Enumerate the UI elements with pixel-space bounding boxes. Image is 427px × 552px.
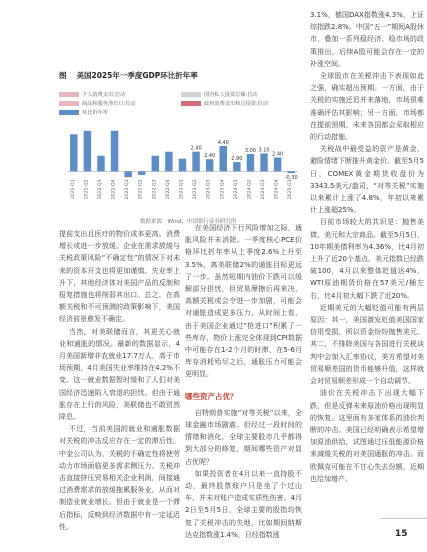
legend-label: 个人消费支出:拉动: [82, 92, 126, 98]
bar: [97, 156, 104, 172]
x-tick-label: 2023-Q3: [206, 179, 212, 200]
legend-swatch: [181, 92, 201, 97]
x-tick-label: 2024-Q2: [247, 179, 253, 200]
paragraph: 油价在关税冲击下出现大幅下跌，但是反弹未来原油价格出现明显的恢复。这里面有多家体系的油价判断的冲击。美国已经明确表示希望增加原油供给，试图通过压低能源价格来减缓关税的对美国通胀的冲击。而欧佩克可能在不甘心失去份额，近期也给加增产。: [310, 389, 424, 483]
x-tick-label: 2024-Q1: [233, 179, 239, 200]
data-label: 2.90: [231, 156, 243, 163]
data-label: 3.00: [244, 148, 257, 154]
data-label: 2.40: [272, 151, 284, 158]
x-tick-label: 2022-Q2: [138, 179, 144, 200]
x-tick-label: 2022-Q4: [165, 179, 171, 200]
gdp-bar-chart: [59, 121, 302, 216]
x-tick-label: 2022-Q3: [152, 179, 158, 200]
data-label: 2.40: [204, 153, 216, 160]
paragraph: 近期美元的大幅贬值可能有两层原因：其一，美国激发贬值美国国家信用受损，所以资金纷纷抛售美元。其二，不排除美国与各国进行关税谈判中会加入汇率协议，美方希望对美贸易顺差国的货币能够升值，这样就会对贸易顺差形成一个自动调节。: [310, 303, 424, 386]
legend-item: [59, 109, 108, 116]
chart-source-note: 数据来源：Wind，中国银行证券研究所: [140, 219, 237, 225]
middle-column: [185, 222, 302, 541]
chart-title-row: [59, 69, 302, 81]
legend-swatch: [59, 110, 79, 115]
legend-swatch: [181, 101, 201, 106]
bar: [260, 153, 267, 171]
bar: [84, 131, 91, 172]
right-column: [310, 9, 424, 485]
x-tick-label: 2021-Q4: [111, 179, 117, 200]
x-tick-label: 2024-Q3: [261, 179, 267, 200]
x-tick-label: 2025-Q1: [288, 179, 294, 200]
x-tick-label: 2023-Q1: [179, 179, 185, 200]
paragraph: 3.1%，德国DAX指数涨4.3%，上证综指跌2.8%。中国“五一”期间A股休市，叠加一系列稳经济、稳市场的政策推出，后续A股可能会存在一定的补涨空间。: [310, 11, 424, 68]
page-number: 15: [395, 529, 408, 539]
bar: [152, 156, 159, 172]
paragraph: 不过，当前美国的就业和通胀数据对关税的冲击反应存在一定的滞后性。中金公司认为，关税的不确定性将使劳动力市场面临更多需求侧压力。关税冲击直接挤压贸易相关企业利润，间接通过消费需求的放缓拖累服务业，从而对制造业就业增长。但由于就业是一个滞后指标，反映到经济数据中有一定延迟性。: [59, 425, 180, 531]
data-label: 3.10: [258, 147, 270, 154]
legend-label: 环比折年率: [82, 110, 108, 116]
bar: [220, 146, 227, 172]
legend-item: [181, 91, 258, 98]
x-tick-label: 2021-Q3: [97, 179, 103, 200]
paragraph: 关税战中最受益的资产是黄金，避险情绪下断推升黄金价。截至5月5日，COMEX黄金期货收盘价为3343.5美元/盎司，“对等关税”实施以来累计上涨了4.8%，年初以来累计上涨超25%。: [310, 145, 424, 215]
bar: [192, 152, 199, 172]
chart-title: 美国2025年一季度GDP环比折年率: [76, 70, 198, 80]
footer-divider: [380, 518, 427, 519]
bar: [165, 152, 172, 172]
bar: [287, 171, 294, 173]
legend-label: 国内私人投资总额:拉动: [204, 92, 258, 98]
bar: [233, 162, 240, 171]
legend-label: 商品和服务净出口:拉动: [82, 101, 136, 107]
bar: [124, 171, 131, 177]
left-column: [59, 228, 180, 533]
bar: [274, 157, 281, 171]
x-tick-label: 2024-Q4: [274, 179, 280, 200]
paragraph: 自特朗普实施“对等关税”以来，全球金融市场剧震。但经过一段时间的情绪和消化，全球主要股市几乎都得到大部分的修复，期间哪些资产对显占优呢？: [185, 408, 302, 466]
bar: [247, 154, 254, 171]
bar: [70, 134, 77, 171]
x-tick-label: 2023-Q4: [220, 179, 226, 200]
figure-label: 图: [59, 70, 67, 80]
bar: [206, 159, 213, 171]
data-label: 4.40: [217, 139, 229, 146]
legend-swatch: [59, 92, 79, 97]
section-heading: 哪些资产占优？: [185, 391, 238, 401]
legend-label: 政府消费支出和总投资:拉动: [204, 101, 268, 107]
paragraph: 当然，对美联储而言，其更关心就业和通胀的情况。最新的数据显示，4月美国新增非农就业17.7万人，高于市场预期，4月美国失业率维持在4.2%不变。这一就业数据暂时缓和了人们对美国经济迅速陷入衰退的担忧。但由于通胀存在上行的风险，美联储也不敢贸然降息。: [59, 327, 180, 422]
paragraph: 提前支出且医疗的物价成本更高。消费增长或进一步放缓。企业在需求放缓与关税政策风险“不确定性”的情况下对未来的资本开支也将更加谨慎。失业率上升下，其他经济体对美国产品的反制和报复措施也将削弱其出口。总之，在高额关税和不可预测的政策影响下，美国经济前景愈发不确定。: [59, 230, 180, 324]
x-tick-label: 2022-Q1: [125, 179, 131, 200]
paragraph: 如果投资者在4月以来一直持股不动，最终股票账户只是坐了个过山车，并未对账户造成实质性伤害。4月2日至5月5日，全球主要的股指均恢复了关税冲击的失地，比如期间纳斯达克指数涨1.4%，日经指数涨: [185, 469, 302, 539]
bar: [179, 159, 186, 172]
bar: [138, 171, 145, 174]
x-tick-label: 2021-Q2: [84, 179, 90, 200]
paragraph: 目前市场较大的共识是：抛售美债、美元和大宗商品。截至5月5日，10年期美债利率为4.36%，比4月初上升了近20个基点。美元指数已经跌破100，4月以来整体贬值达4%。WTI原油期货价格在57美元/桶左右，比4月初大幅下跌了近20%。: [310, 218, 424, 300]
bar: [111, 131, 118, 172]
paragraph: 在美国经济下行风险增加之际，通胀风险并未消除。一季度核心PCE价格环比折年率从上季度2.6%上升至3.5%，离美联储2%的通胀目标更远了一步。虽然短期内油价下跌可以缓解部分担忧，但贸易摩擦后再来决，高额关税或会令进一步加剧，可能会对通胀造成更多压力。从时间上看，由于美国企业通过“抢进口”积累了一些库存，物价上涨完全体现到CPI数据中可能存在1-2个月的时滞，在5-6月库存消耗殆尽之后，通胀压力可能会更明显。: [185, 224, 302, 379]
legend-item: [181, 100, 268, 107]
legend-swatch: [59, 101, 79, 106]
data-label: -0.30: [284, 175, 298, 182]
x-tick-label: 2021-Q1: [70, 179, 76, 200]
legend-item: [59, 100, 136, 107]
legend-item: [59, 91, 125, 98]
x-tick-label: 2023-Q2: [193, 179, 199, 200]
data-label: 2.40: [190, 145, 202, 152]
paragraph: 全球股市在关税冲击下表现如此之强，确实超出预期。一方面，由于关税的实施还迟并来落地，市场很难准确评估其影响；另一方面，市场都在提前预期，未来各国都会采取相应的行动措施。: [310, 72, 424, 142]
